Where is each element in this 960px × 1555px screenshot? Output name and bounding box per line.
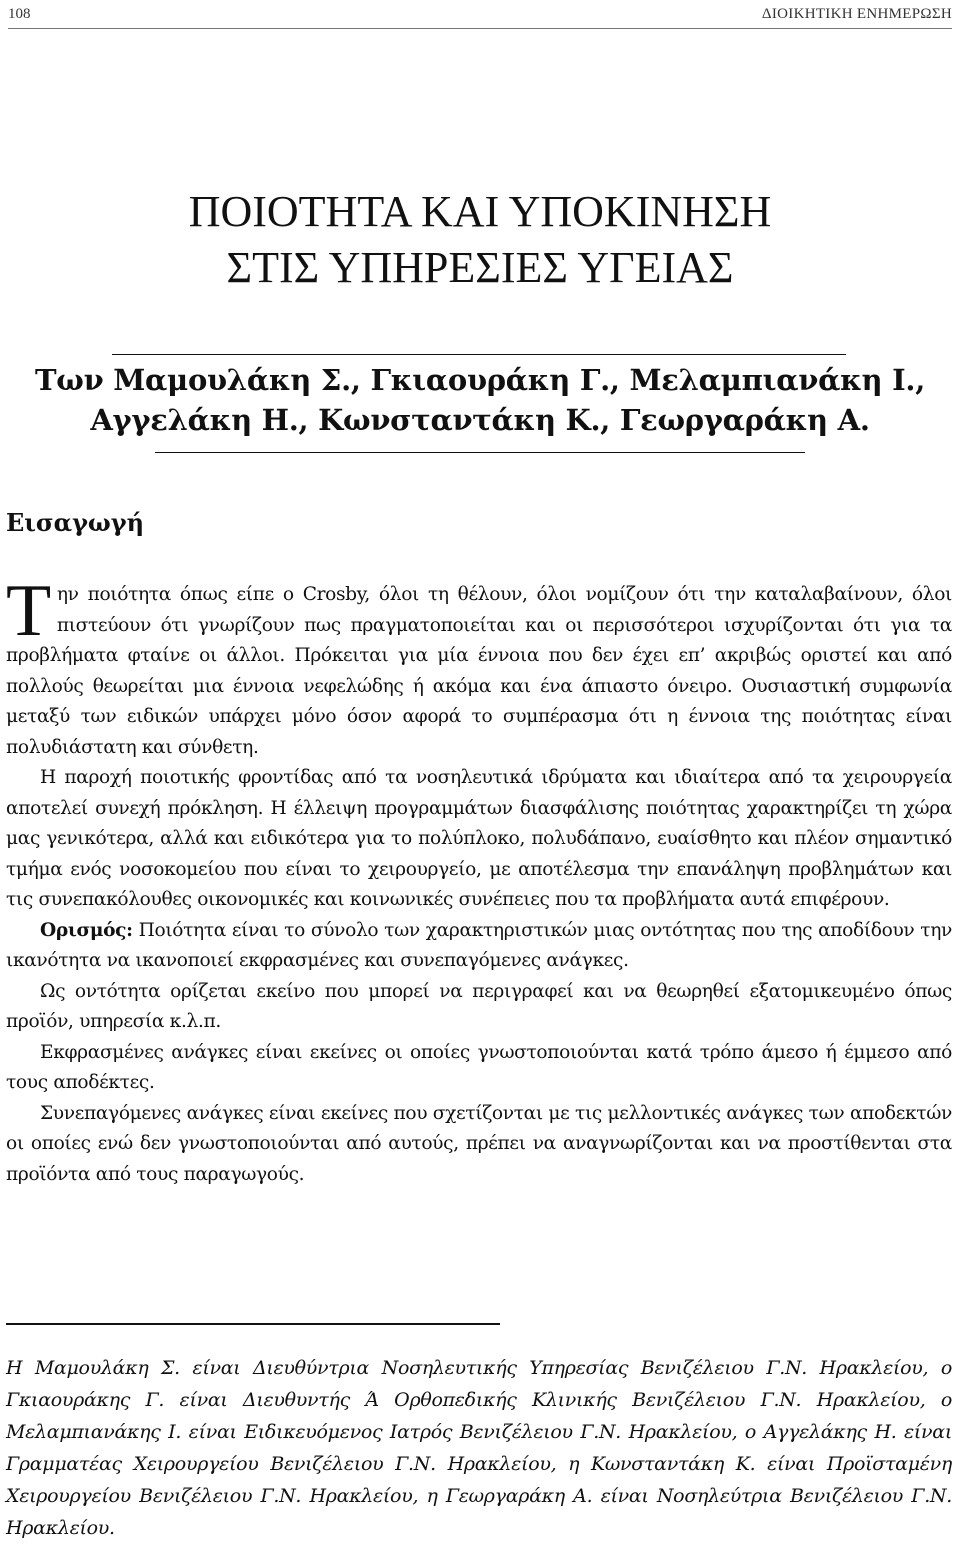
paragraph-1 bbox=[6, 570, 952, 763]
footnote-rule bbox=[6, 1323, 500, 1325]
article-title-line-1: ΠΟΙΟΤΗΤΑ ΚΑΙ ΥΠΟΚΙΝΗΣΗ bbox=[188, 187, 772, 236]
author-affiliations-footnote: Η Μαμουλάκη Σ. είναι Διευθύντρια Νοσηλευτικής Υπηρεσίας Βενιζέλειου Γ.Ν. Ηρακλείου, ο Γκιαουράκης Γ. είναι Διευθυντής Ά Ορθοπεδικής Κλινικής Βενιζέλειου Γ.Ν. Ηρακλείου, ο Μελαμπιανάκης Ι. είναι Ειδικευόμενος Ιατρός Βενιζέλειου Γ.Ν. Ηρακλείου, ο Αγγελάκης Η. είναι Γραμματέας Χειρουργείου Βενιζέλειου Γ.Ν. Ηρακλείου, η Κωνσταντάκη Κ. είναι Προϊσταμένη Χειρουργείου Βενιζέλειου Γ.Ν. Ηρακλείου, η Γεωργαράκη Α. είναι Νοσηλεύτρια Βενιζέλειου Γ.Ν. Ηρακλείου. bbox=[6, 1357, 952, 1539]
authors-line-2: Αγγελάκη Η., Κωνσταντάκη Κ., Γεωργαράκη Α. bbox=[90, 403, 870, 437]
article-title bbox=[0, 184, 960, 296]
running-header bbox=[8, 6, 952, 29]
paragraph-2: Η παροχή ποιοτικής φροντίδας από τα νοσηλευτικά ιδρύματα και ιδιαίτερα από τα χειρουργεία αποτελεί συνεχή πρόκληση. Η έλλειψη προγραμμάτων διασφάλισης ποιότητας χαρακτηρίζει τη χώρα μας γενικότερα, αλλά και ειδικότερα για το πολύπλοκο, πολυδάπανο, ευαίσθητο και πλέον σημαντικό τμήμα ενός νοσοκομείου που είναι το χειρουργείο, με αποτέλεσμα την επανάληψη προβλημάτων και τις συνεπακόλουθες οικονομικές και κοινωνικές συνέπειες που τα προβλήματα αυτά επιφέρουν. bbox=[6, 767, 952, 910]
journal-title: ΔΙΟΙΚΗΤΙΚΗ ΕΝΗΜΕΡΩΣΗ bbox=[761, 6, 952, 22]
drop-cap: Τ bbox=[6, 570, 51, 652]
definition-label: Ορισμός: bbox=[40, 919, 133, 941]
paragraph-4: Ως οντότητα ορίζεται εκείνο που μπορεί να περιγραφεί και να θεωρηθεί εξατομικευμένο όπως προϊόν, υπηρεσία κ.λ.π. bbox=[6, 980, 952, 1032]
paragraph-5: Εκφρασμένες ανάγκες είναι εκείνες οι οποίες γνωστοποιούνται κατά τρόπο άμεσο ή έμμεσο από τους αποδέκτες. bbox=[6, 1041, 952, 1093]
authors-block bbox=[0, 360, 960, 440]
paragraph-6: Συνεπαγόμενες ανάγκες είναι εκείνες που σχετίζονται με τις μελλοντικές ανάγκες των αποδεκτών οι οποίες ενώ δεν γνωστοποιούνται από αυτούς, πρέπει να αναγνωρίζονται και να προστίθενται στα προϊόντα από τους παραγωγούς. bbox=[6, 1102, 952, 1185]
definition-text: Ποιότητα είναι το σύνολο των χαρακτηριστικών μιας οντότητας που της αποδίδουν την ικανότητα να ικανοποιεί εκφρασμένες και συνεπαγόμενες ανάγκες. bbox=[6, 919, 952, 971]
section-heading-introduction: Εισαγωγή bbox=[6, 508, 145, 537]
paragraph-definition bbox=[6, 916, 952, 977]
paragraph-1-text: ην ποιότητα όπως είπε ο Crosby, όλοι τη θέλουν, όλοι νομίζουν ότι την καταλαβαίνουν, όλοι πιστεύουν ότι γνωρίζουν πως πραγματοποιείται και οι περισσότεροι ισχυρίζονται ότι για τα προβλήματα φταίνε οι άλλοι. Πρόκειται για μία έννοια που δεν έχει επ’ ακριβώς οριστεί και από πολλούς θεωρείται μια έννοια νεφελώδης ή ακόμα και ένα άπιαστο όνειρο. Ουσιαστική συμφωνία μεταξύ των ειδικών υπάρχει μόνο όσον αφορά το συμπέρασμα ότι η έννοια της ποιότητας είναι πολυδιάστατη και σύνθετη. bbox=[6, 584, 952, 758]
article-title-line-2: ΣΤΙΣ ΥΠΗΡΕΣΙΕΣ ΥΓΕΙΑΣ bbox=[226, 243, 734, 292]
authors-line-1: Των Μαμουλάκη Σ., Γκιαουράκη Γ., Μελαμπιανάκη Ι., bbox=[34, 363, 925, 397]
authors-rule-bottom bbox=[155, 452, 805, 453]
article-body bbox=[6, 570, 952, 1190]
authors-rule-top bbox=[112, 354, 846, 355]
page-number: 108 bbox=[8, 6, 31, 22]
